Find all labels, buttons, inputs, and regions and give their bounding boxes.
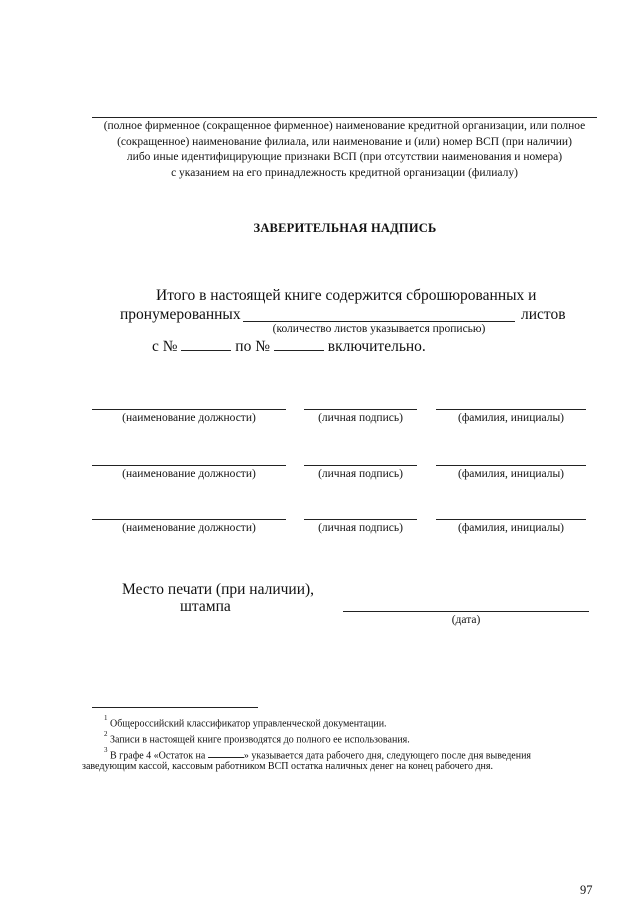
org-name-line (92, 117, 597, 118)
body-line-2-suffix: листов (521, 306, 566, 323)
footnote-2-text: Записи в настоящей книге производятся до полного ее использования. (110, 734, 410, 746)
name-line-2 (436, 465, 586, 466)
footnote-3-text-b: » указывается дата рабочего дня, следующего после дня выведения (243, 750, 532, 762)
position-caption-2: (наименование должности) (122, 468, 256, 480)
signature-caption-2: (личная подпись) (318, 468, 403, 480)
footnote-1-number: 1 (104, 714, 108, 722)
org-name-caption (92, 119, 597, 181)
name-caption-1: (фамилия, инициалы) (457, 412, 565, 424)
position-line-3 (92, 519, 286, 520)
footnote-2-number: 2 (104, 730, 108, 738)
signature-caption-3: (личная подпись) (318, 522, 403, 534)
footnote-3-continued: заведующим кассой, кассовым работником ВСП остатка наличных денег на конец рабочего дня. (82, 761, 494, 772)
footnote-1-text: Общероссийский классификатор управленческой документации. (110, 718, 387, 730)
position-line-1 (92, 409, 286, 410)
name-caption-2: (фамилия, инициалы) (457, 468, 565, 480)
body-line-1: Итого в настоящей книге содержится сброшюрованных и (156, 287, 537, 304)
document-title: ЗАВЕРИТЕЛЬНАЯ НАДПИСЬ (253, 221, 437, 235)
range-to-blank (274, 338, 324, 351)
footnote-3-blank (208, 748, 244, 758)
footnote-3-number: 3 (104, 746, 108, 754)
page-number: 97 (580, 883, 593, 897)
org-caption-line-3: либо иные идентифицирующие признаки ВСП (при отсутствии наименования и номера) (126, 151, 563, 163)
body-line-2-prefix: пронумерованных (120, 306, 241, 323)
signature-line-3 (304, 519, 417, 520)
org-caption-line-1: (полное фирменное (сокращенное фирменное) наименование кредитной организации, или полное (103, 120, 586, 132)
position-caption-3: (наименование должности) (122, 522, 256, 534)
sheet-count-caption: (количество листов указывается прописью) (272, 323, 486, 335)
position-line-2 (92, 465, 286, 466)
range-middle: по № (235, 338, 271, 355)
org-caption-line-2: (сокращенное) наименование филиала, или наименование и (или) номер ВСП (при наличии) (117, 135, 572, 148)
date-line (343, 611, 589, 612)
date-caption: (дата) (451, 614, 481, 626)
position-caption-1: (наименование должности) (122, 412, 256, 424)
signature-line-2 (304, 465, 417, 466)
name-line-3 (436, 519, 586, 520)
name-caption-3: (фамилия, инициалы) (457, 522, 565, 534)
range-suffix: включительно. (327, 338, 426, 355)
org-caption-line-4: с указанием на его принадлежность кредитной организации (филиалу) (171, 166, 518, 179)
footnote-separator (92, 707, 258, 708)
stamp-label-line-2: штампа (180, 598, 231, 615)
range-from-blank (181, 338, 231, 351)
stamp-label-line-1: Место печати (при наличии), (122, 581, 315, 598)
range-prefix: с № (152, 338, 178, 355)
footnote-3-text-a: В графе 4 «Остаток на (110, 750, 206, 762)
range-line (152, 337, 426, 356)
name-line-1 (436, 409, 586, 410)
signature-caption-1: (личная подпись) (318, 412, 403, 424)
signature-line-1 (304, 409, 417, 410)
